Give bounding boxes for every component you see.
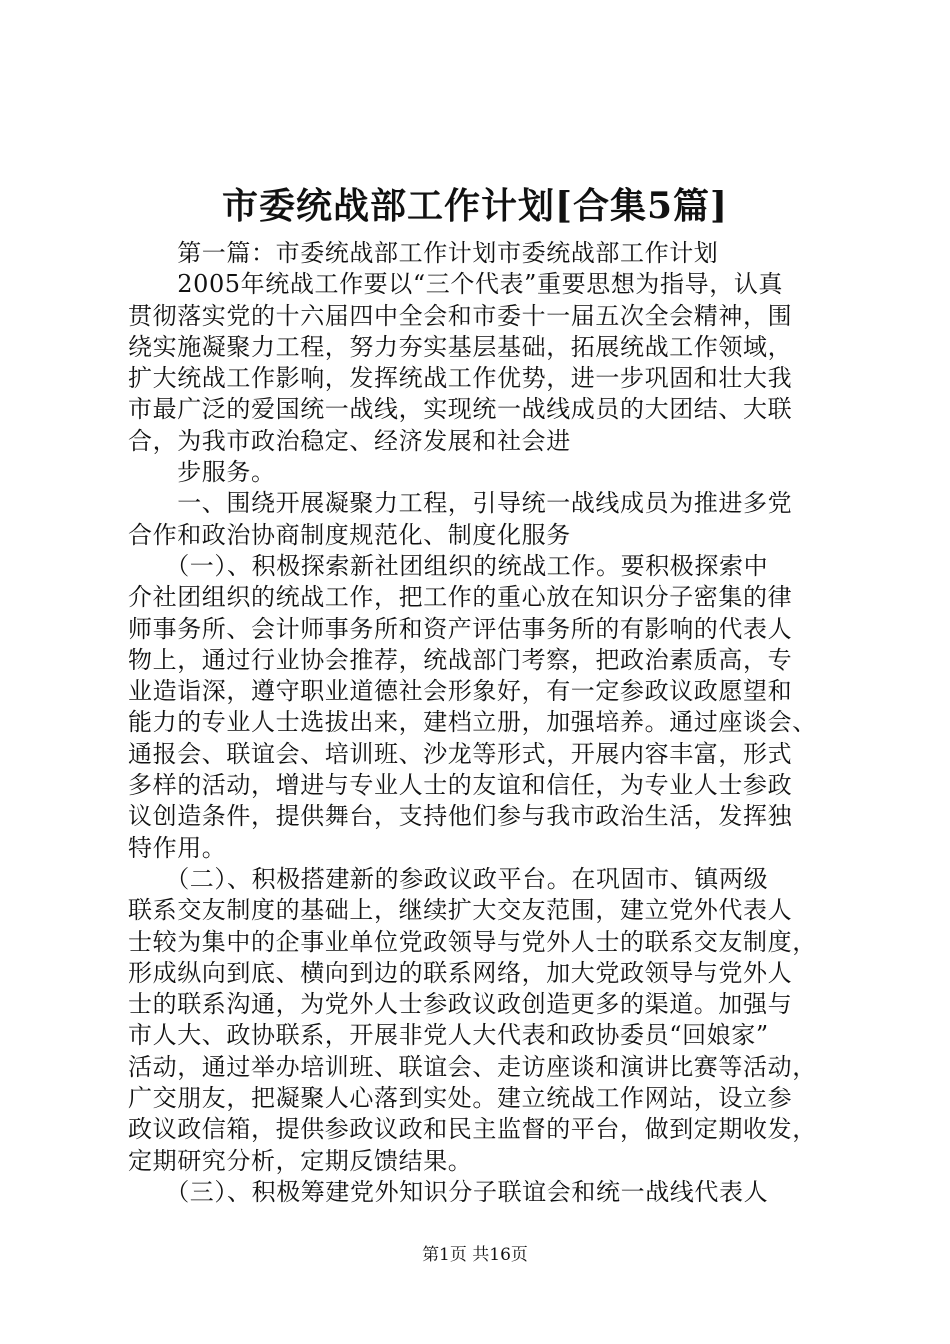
document-title: 市委统战部工作计划[合集5篇] bbox=[221, 185, 729, 227]
body-line: 2005年统战工作要以“三个代表”重要思想为指导，认真 bbox=[128, 270, 784, 299]
body-line: 市人大、政协联系，开展非党人大代表和政协委员“回娘家” bbox=[128, 1021, 769, 1050]
body-line: 第一篇：市委统战部工作计划市委统战部工作计划 bbox=[128, 239, 719, 267]
body-line: （一）、积极探索新社团组织的统战工作。要积极探索中 bbox=[128, 551, 769, 580]
body-line: 一、围绕开展凝聚力工程，引导统一战线成员为推进多党 bbox=[128, 489, 793, 518]
body-line: 合，为我市政治稳定、经济发展和社会进 bbox=[128, 426, 571, 455]
body-line: 政议政信箱，提供参政议政和民主监督的平台，做到定期收发， bbox=[128, 1115, 817, 1144]
body-line: 士的联系沟通，为党外人士参政议政创造更多的渠道。加强与 bbox=[128, 990, 793, 1019]
body-line: 联系交友制度的基础上，继续扩大交友范围，建立党外代表人 bbox=[128, 896, 793, 925]
body-line: 绕实施凝聚力工程，努力夯实基层基础，拓展统战工作领域， bbox=[128, 332, 793, 361]
body-line: 合作和政治协商制度规范化、制度化服务 bbox=[128, 520, 571, 549]
body-line: 士较为集中的企事业单位党政领导与党外人士的联系交友制度， bbox=[128, 927, 817, 956]
body-line: 形成纵向到底、横向到边的联系网络，加大党政领导与党外人 bbox=[128, 958, 793, 987]
body-line: 介社团组织的统战工作，把工作的重心放在知识分子密集的律 bbox=[128, 583, 793, 612]
body-line: 扩大统战工作影响，发挥统战工作优势，进一步巩固和壮大我 bbox=[128, 364, 793, 393]
body-line: 业造诣深，遵守职业道德社会形象好，有一定参政议政愿望和 bbox=[128, 677, 793, 706]
body-line: 广交朋友，把凝聚人心落到实处。建立统战工作网站，设立参 bbox=[128, 1084, 793, 1113]
body-line: 特作用。 bbox=[128, 833, 227, 862]
body-line: 贯彻落实党的十六届四中全会和市委十一届五次全会精神，围 bbox=[128, 301, 793, 330]
body-line: 师事务所、会计师事务所和资产评估事务所的有影响的代表人 bbox=[128, 614, 793, 643]
body-line: 通报会、联谊会、培训班、沙龙等形式，开展内容丰富，形式 bbox=[128, 739, 793, 768]
body-line: （二）、积极搭建新的参政议政平台。在巩固市、镇两级 bbox=[128, 864, 769, 893]
body-line: 多样的活动，增进与专业人士的友谊和信任，为专业人士参政 bbox=[128, 771, 793, 800]
body-line: 议创造条件，提供舞台，支持他们参与我市政治生活，发挥独 bbox=[128, 802, 793, 831]
body-line: 步服务。 bbox=[128, 458, 276, 487]
body-line: （三）、积极筹建党外知识分子联谊会和统一战线代表人 bbox=[128, 1177, 769, 1206]
body-line: 活动，通过举办培训班、联谊会、走访座谈和演讲比赛等活动， bbox=[128, 1052, 817, 1081]
document-body bbox=[128, 238, 832, 1208]
page-footer: 第1页 共16页 bbox=[422, 1245, 528, 1265]
body-line: 能力的专业人士选拔出来，建档立册，加强培养。通过座谈会、 bbox=[128, 708, 817, 737]
body-line: 定期研究分析，定期反馈结果。 bbox=[128, 1146, 473, 1175]
body-line: 市最广泛的爱国统一战线，实现统一战线成员的大团结、大联 bbox=[128, 395, 793, 424]
body-line: 物上，通过行业协会推荐，统战部门考察，把政治素质高，专 bbox=[128, 645, 793, 674]
